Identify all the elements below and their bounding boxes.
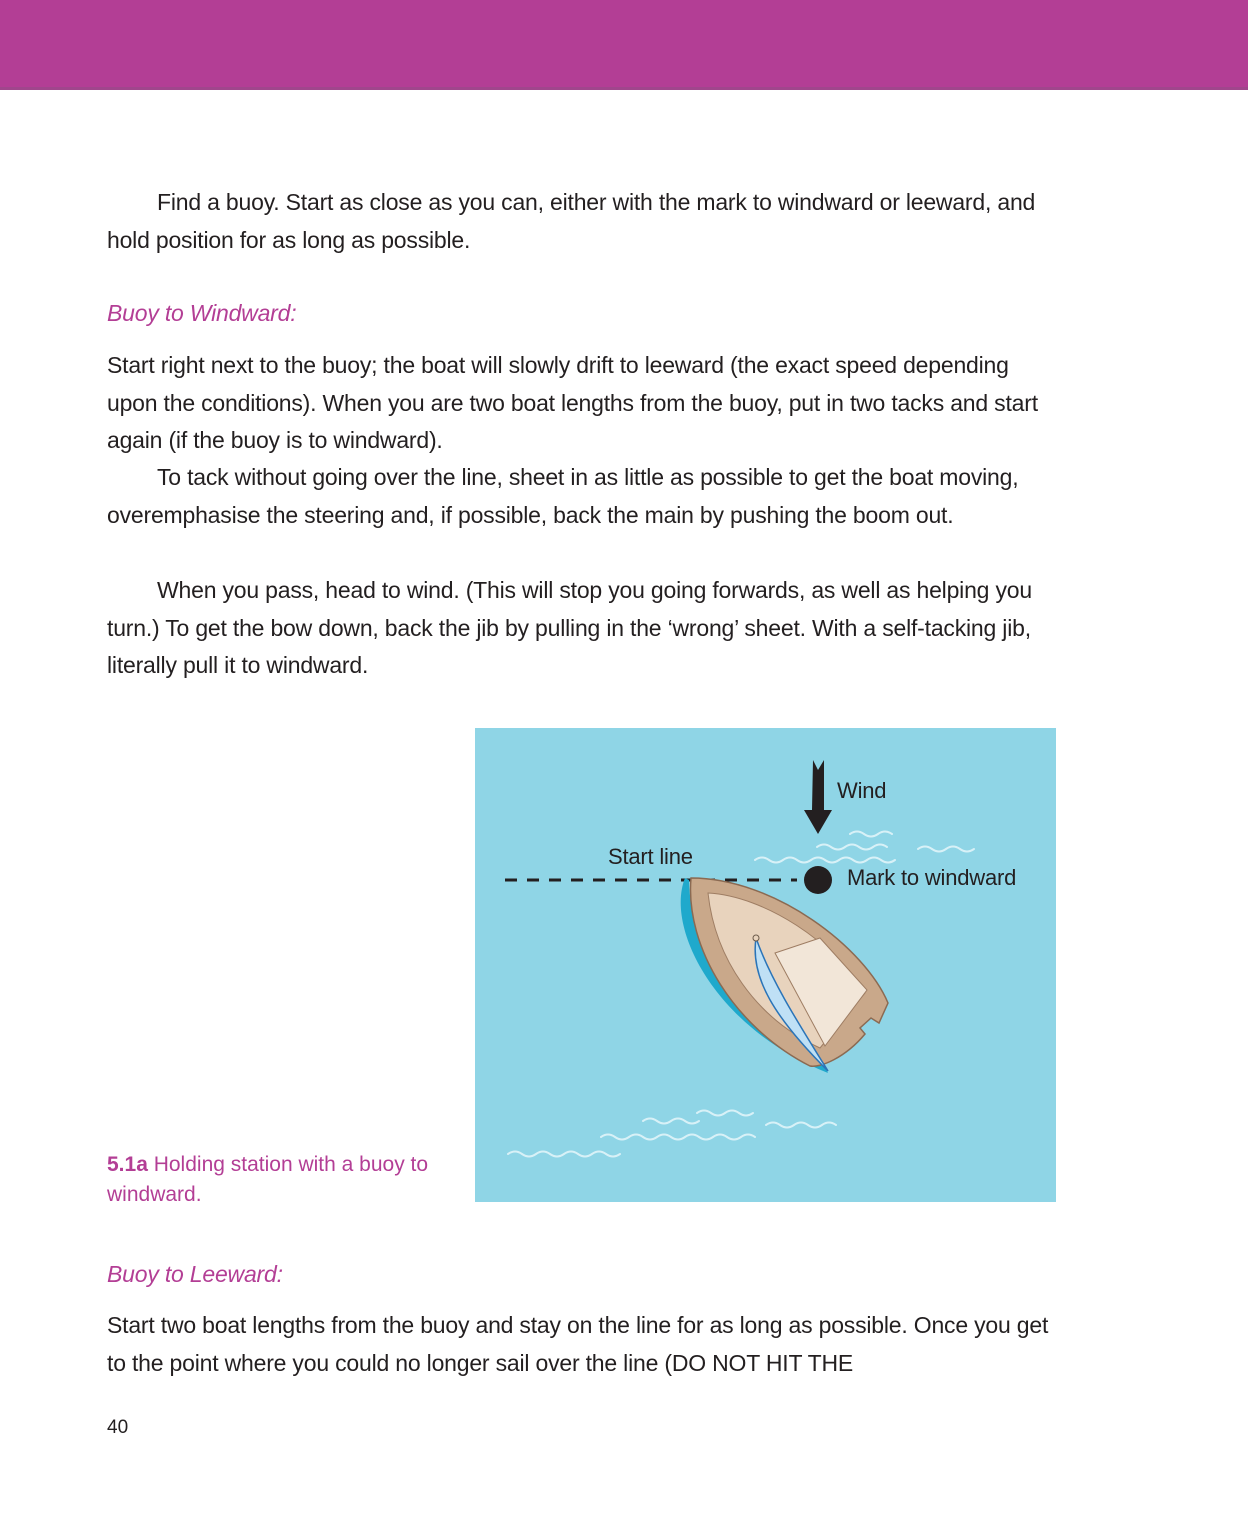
caption-number: 5.1a (107, 1153, 148, 1176)
buoy-icon (804, 866, 832, 894)
start-line-label: Start line (608, 844, 693, 869)
windward-paragraph-2: To tack without going over the line, sheet in as little as possible to get the boat moving, overemphasise the steering and, if possible, back the main by pushing the boom out. (107, 464, 1019, 528)
header-band (0, 0, 1248, 90)
leeward-paragraph: Start two boat lengths from the buoy and stay on the line for as long as possible. Once you get to the point where you could no longer sail over the line (DO NOT HIT THE (107, 1312, 1049, 1376)
diagram-svg (475, 728, 1056, 1202)
heading-buoy-to-windward: Buoy to Windward: (107, 300, 297, 326)
windward-paragraph-1: Start right next to the buoy; the boat will slowly drift to leeward (the exact speed depending upon the conditions). When you are two boat lengths from the buoy, put in two tacks and start again (if the buoy is to windward). (107, 352, 1038, 454)
wind-label: Wind (837, 778, 887, 803)
intro-paragraph: Find a buoy. Start as close as you can, either with the mark to windward or leeward, and hold position for as long as possible. (107, 189, 1036, 253)
boat-icon (681, 878, 888, 1073)
page-number: 40 (107, 1417, 129, 1438)
waves-bottom-icon (508, 1111, 836, 1157)
windward-paragraph-3: When you pass, head to wind. (This will stop you going forwards, as well as helping you turn.) To get the bow down, back the jib by pulling in the ‘wrong’ sheet. With a self-tacking jib, literally pull it to windward. (107, 577, 1032, 679)
mark-to-windward-label: Mark to windward (847, 865, 1017, 890)
figure-holding-station-diagram (475, 728, 1056, 1202)
caption-text: Holding station with a buoy to windward. (107, 1153, 429, 1206)
heading-buoy-to-leeward: Buoy to Leeward: (107, 1261, 283, 1287)
waves-top-icon (755, 832, 974, 863)
figure-caption (107, 1150, 452, 1210)
wind-arrow-icon (804, 760, 832, 834)
